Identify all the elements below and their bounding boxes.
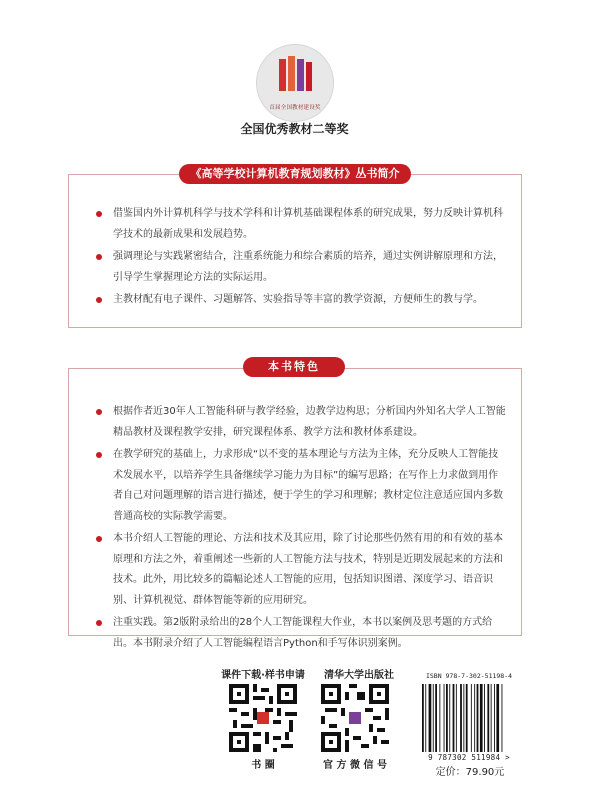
barcode-bar (435, 684, 437, 752)
barcode-bar (429, 684, 432, 752)
barcode-bar (463, 684, 464, 752)
barcode-icon (414, 684, 524, 764)
isbn-text: ISBN 978-7-302-51198-4 (425, 672, 513, 680)
list-item: 强调理论与实践紧密结合，注重系统能力和综合素质的培养，通过实例讲解原理和方法，引导学生掌握理论方法的实际运用。 (96, 247, 508, 288)
barcode-bar (453, 684, 455, 752)
barcode-bar (422, 684, 424, 752)
barcode-bar (477, 684, 479, 752)
list-item: 借鉴国内外计算机科学与技术学科和计算机基础课程体系的研究成果，努力反映计算机科学技术的最新成果和发展趋势。 (96, 204, 508, 245)
qr2-caption: 官 方 微 信 号 (323, 760, 387, 771)
qr2-title: 清华大学出版社 (324, 670, 394, 681)
barcode-bar (474, 684, 475, 752)
list-item: 在教学研究的基础上，力求形成“以不变的基本理论与方法为主体，充分反映人工智能技术发展水平，以培养学生具备继续学习能力为目标”的编写思路；在写作上力求做到用作者自己对问题理解的语言进行描述，便于学生的学习和理解；教材定位注意适应国内多数普通高校的实际教学需要。 (96, 445, 508, 527)
barcode-bar (502, 684, 503, 752)
barcode-bar (480, 684, 483, 752)
barcode-bar (466, 684, 468, 752)
barcode-bar (425, 684, 426, 752)
barcode-bar (496, 684, 499, 752)
price-label: 定价：79.90元 (435, 767, 505, 778)
badge-text: 首届全国教材建设奖 (269, 105, 321, 111)
barcode-bar (494, 684, 495, 752)
series-intro-heading: 《高等学校计算机教育规划教材》丛书简介 (179, 164, 411, 184)
barcode-bar (444, 684, 445, 752)
list-item: 本书介绍人工智能的理论、方法和技术及其应用，除了讨论那些仍然有用的和有效的基本原理和方法之外，着重阐述一些新的人工智能方法与技术，特别是近期发展起来的方法和技术。此外，用比较多的篇幅论述人工智能的应用，包括知识图谱、深度学习、语音识别、计算机视觉、群体智能等新的应用研究。 (96, 529, 508, 611)
book-features-list (96, 402, 508, 656)
list-item: 主教材配有电子课件、习题解答、实验指导等丰富的教学资源，方便师生的教与学。 (96, 290, 508, 311)
barcode-bar (491, 684, 492, 752)
barcode-bar (456, 684, 457, 752)
book-features-heading: 本书特色 (243, 357, 345, 377)
qr-code-icon[interactable] (321, 684, 389, 752)
barcode-bar (433, 684, 434, 752)
barcode-bar (487, 684, 489, 752)
barcode-bar (460, 684, 462, 752)
barcode-bar (439, 684, 440, 752)
qr-code-icon[interactable] (229, 684, 297, 752)
isbn-digits: 9 787302 511984 > (428, 753, 510, 762)
barcode-bar (471, 684, 472, 752)
list-item: 根据作者近30年人工智能科研与教学经验，边教学边构思；分析国内外知名大学人工智能精品教材及课程教学安排，研究课程体系、教学方法和教材体系建设。 (96, 402, 508, 443)
barcode-bar (446, 684, 448, 752)
qr1-title: 课件下载·样书申请 (221, 670, 305, 681)
list-item: 注重实践。第2版附录给出的28个人工智能课程大作业，本书以案例及思考题的方式给出。本书附录介绍了人工智能编程语言Python和手写体识别案例。 (96, 613, 508, 654)
award-badge-logo (256, 44, 334, 122)
barcode-bar (449, 684, 450, 752)
barcode-bar (484, 684, 485, 752)
qr1-caption: 书 圈 (251, 760, 275, 771)
award-title: 全国优秀教材二等奖 (240, 122, 349, 136)
series-intro-list (96, 204, 508, 313)
